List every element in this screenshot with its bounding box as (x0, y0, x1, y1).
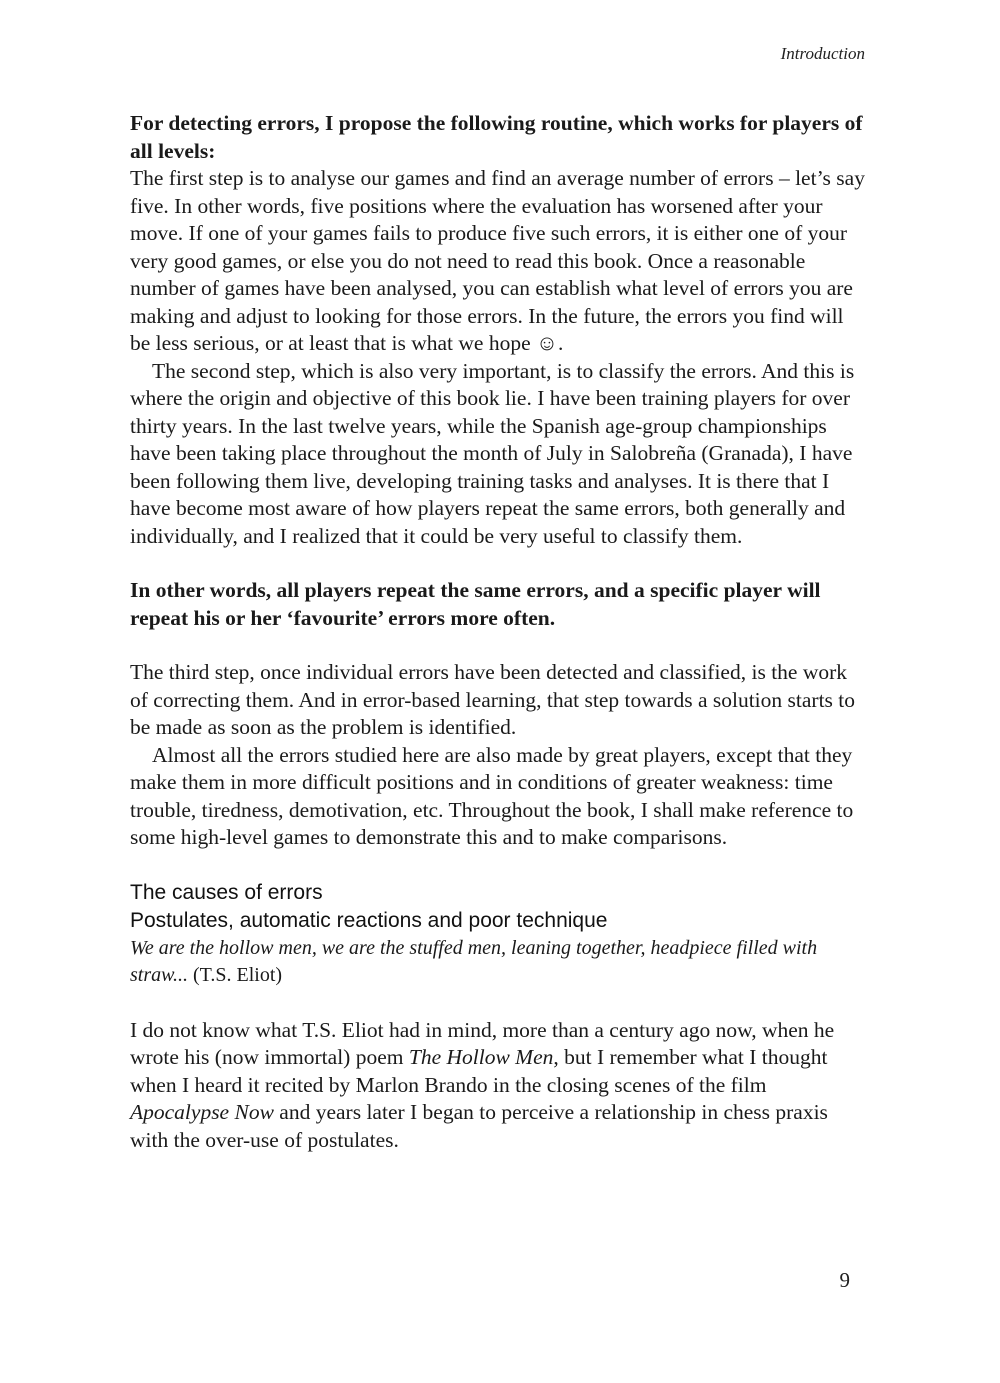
third-step-paragraph: The third step, once individual errors have been detected and classified, is the work of correcting them. And in error-based learning, that step towards a solution starts to be made as soon as the problem is identified. (130, 660, 856, 739)
paragraph-gap (130, 632, 865, 659)
poem-title: The Hollow Men (408, 1045, 554, 1069)
paragraph-gap (130, 852, 865, 879)
section-heading: The causes of errors (130, 880, 323, 904)
text-run: I do not know what T.S. Eliot had in mind, more than a century ago now, when he wrote his (now immortal) poem (130, 1017, 835, 1069)
epigraph-text: We are the hollow men, we are the stuffed men, leaning together, headpiece filled with straw... (130, 936, 818, 986)
hollow-men-paragraph (130, 1017, 865, 1155)
paragraph-gap (130, 990, 865, 1017)
film-title: Apocalypse Now (130, 1100, 274, 1124)
body-text (130, 110, 865, 1154)
second-step-paragraph: The second step, which is also very important, is to classify the errors. And this is where the origin and objective of this book lie. I have been training players for over thirty years. In the last twelve years, while the Spanish age-group championships have been taking place throughout the month of July in Salobreña (Granada), I have been following them live, developing training tasks and analyses. It is there that I have become most aware of how players repeat the same errors, both generally and individually, and I realized that it could be very useful to classify them. (130, 358, 855, 548)
paragraph-gap (130, 550, 865, 577)
book-page (130, 0, 865, 1383)
first-step-paragraph: The first step is to analyse our games and find an average number of errors – let’s say five. In other words, five positions where the evaluation has worsened after your move. If one of your games fails to produce five such errors, it is either one of your very good games, or else you do not need to read this book. Once a reasonable number of games have been analysed, you can establish what level of errors you are making and adjust to looking for those errors. In the future, the errors you find will be less serious, or at least that is what we hope ☺. (130, 166, 865, 355)
great-players-paragraph: Almost all the errors studied here are also made by great players, except that they make them in more difficult positions and in conditions of greater weakness: time trouble, tiredness, demotivation, etc. Throughout the book, I shall make reference to some high-level games to demonstrate this and to make comparisons. (130, 742, 854, 849)
section-subheading: Postulates, automatic reactions and poor technique (130, 908, 608, 932)
text-run: , but I remember what I thought when I heard it recited by Marlon Brando in the closing scenes of the film (130, 1045, 828, 1097)
page-number: 9 (839, 1268, 850, 1292)
routine-intro-paragraph: For detecting errors, I propose the following routine, which works for players of all levels: (130, 111, 863, 163)
text-run: and years later I began to perceive a relationship in chess praxis with the over-use of postulates. (130, 1100, 828, 1152)
epigraph-attribution: (T.S. Eliot) (187, 964, 283, 986)
epigraph (130, 935, 865, 990)
key-point-paragraph: In other words, all players repeat the same errors, and a specific player will repeat his or her ‘favourite’ errors more often. (130, 578, 821, 630)
running-head: Introduction (780, 44, 865, 63)
